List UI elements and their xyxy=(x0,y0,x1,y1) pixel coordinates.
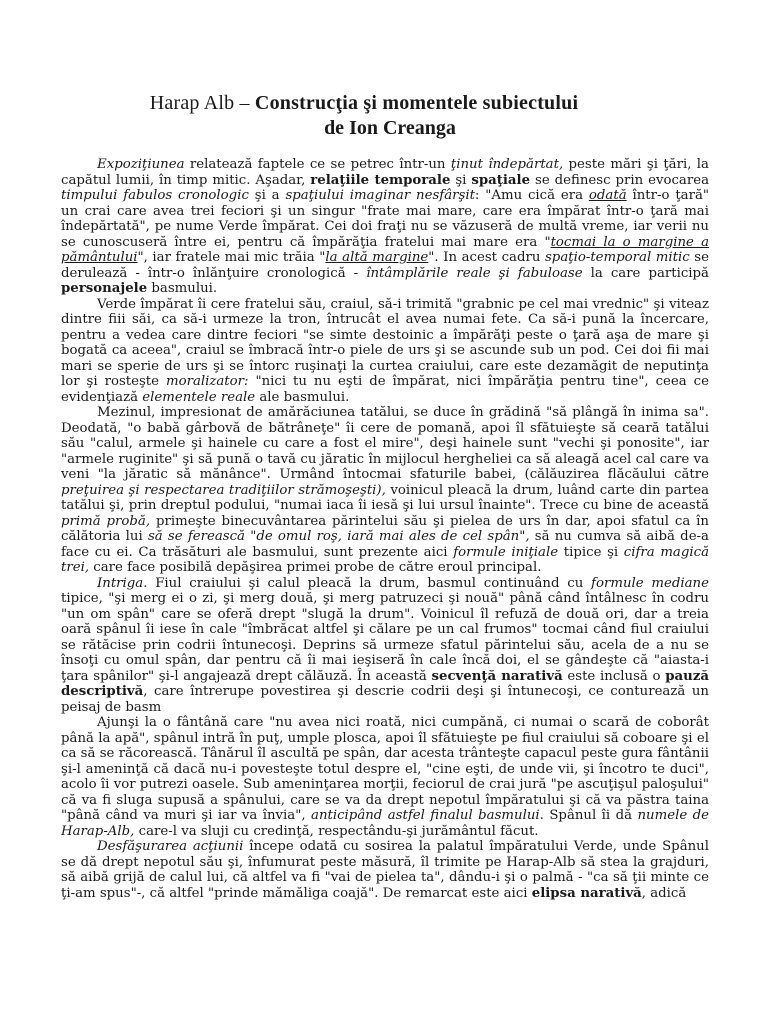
paragraph xyxy=(61,839,709,901)
text-run: este inclusă o xyxy=(562,668,666,684)
paragraph xyxy=(61,405,709,576)
text-run: spaţiale xyxy=(471,172,531,188)
text-run: numele de Harap-Alb, xyxy=(61,808,709,839)
text-run: la altă margine xyxy=(325,250,429,265)
text-run: care face posibilă depăşirea primei probe de către eroul principal. xyxy=(89,560,542,575)
text-run: secvenţă narativă xyxy=(431,668,563,684)
text-run: cifra magică trei, xyxy=(61,544,709,575)
text-run: întâmplările reale şi fabuloase xyxy=(366,265,583,281)
text-run: elementele reale xyxy=(142,389,256,405)
text-run: preţuirea şi respectarea tradiţiilor strămoşeşti), xyxy=(61,482,386,498)
text-run: Desfăşurarea acţiunii xyxy=(97,839,244,854)
document-body xyxy=(61,157,709,901)
text-run: la care participă xyxy=(582,265,709,281)
text-run: se derulează - într-o înlănţuire cronologică - xyxy=(61,250,709,281)
text-run: tipice, "şi merg ei o zi, şi merg două, şi merg patruzeci şi nouă" până când întâlnesc în codru "un om spân" care se oferă drept "slugă la drum". Voinicul îl refuză de două ori, dar a treia oară spânul îi iese în cale "îmbrăcat altfel şi călare pe un cal frumos" tocmai când fiul craiului se rătăcise prin codrii întunecoşi. Deprins să urmeze sfatul părintelui său, acela de a nu se însoţi cu omul spân, dar pentru că îi mai ieşiseră în cale încă doi, el se gândeşte că "aiasta-i ţara spânilor" şi-l angajează drept călăuză. În această xyxy=(61,591,709,684)
text-run: relaţiile temporale xyxy=(310,172,451,188)
text-run: şi xyxy=(450,172,472,188)
text-run: se definesc prin evocarea xyxy=(530,172,709,188)
text-run: începe odată cu sosirea la palatul împăratului Verde, unde Spânul se dă drept nepotul său şi, înfumurat peste măsură, îl trimite pe Harap-Alb să stea la grajduri, să aibă grijă de calul lui, că altfel va fi "vai de pielea ta", dându-i şi o palmă - "ca să ţii minte ce ţi-am spus"-, că altfel "prinde mămăliga coajă". De remarcat este aici xyxy=(61,839,709,901)
text-run: voinicul pleacă la drum, luând carte din partea tatălui şi, prin dreptul podului, "numai iaca îi iesă şi lui ursul înainte". Trece cu bine de această xyxy=(61,482,709,513)
text-run: personajele xyxy=(61,281,148,296)
text-run: într-o ţară" un crai care avea trei feciori şi un singur "frate mai mare, care era împărat într-o ţară mai îndepărtată", pe nume Verde împărat. Cei doi fraţi nu se văzuseră de multă vreme, iar verii nu se cunoscuseră între ei, pentru că împărăţia fratelui mai mare era " xyxy=(61,188,709,250)
title-prefix: Harap Alb – xyxy=(149,92,255,114)
title-author: de Ion Creanga xyxy=(324,117,456,139)
text-run: formule iniţiale xyxy=(453,544,559,560)
text-run: să nu cumva să aibă de-a face cu ei. Ca trăsături ale basmului, sunt prezente aici xyxy=(61,529,709,560)
text-run: Intriga xyxy=(97,575,144,591)
text-run: ", iar fratele mai mic trăia " xyxy=(137,250,326,265)
document-author xyxy=(0,117,768,140)
text-run: spaţio-temporal mitic xyxy=(544,250,690,265)
paragraph xyxy=(61,297,709,406)
text-run: primă probă, xyxy=(61,513,151,529)
text-run: timpului fabulos cronologic xyxy=(61,188,249,203)
text-run: relatează faptele ce se petrec într-un xyxy=(184,157,451,172)
text-run: formule mediane xyxy=(591,575,709,591)
text-run: anticipând astfel finalul basmului xyxy=(311,808,540,823)
text-run: tipice şi xyxy=(558,544,624,560)
text-run: tocmai la o margine a pământului xyxy=(61,234,710,265)
text-run: ". In acest cadru xyxy=(428,250,545,265)
text-run: Ajunşi la o fântână care "nu avea nici roată, nici cumpănă, ci numai o scară de coborât până la apă", spânul intră în puţ, umple plosca, apoi îl sfătuieşte pe fiul craiului să coboare şi el ca să se răcorească. Tânărul îl ascultă pe spân, dar acesta trânteşte capacul peste gura fântânii şi-l ameninţă că dacă nu-i povesteşte totul despre el, "cine eşti, de unde vii, şi încotro te duci", acolo îi vor putrezi oasele. Sub ameninţarea morţii, feciorul de crai jură "pe ascuţişul paloşului" că va fi sluga supusă a spânului, care se va da drept nepotul împăratului şi că va păstra taina "până când va muri şi iar va învia", xyxy=(61,715,709,823)
text-run: pauză descriptivă xyxy=(61,668,709,699)
text-run: : "Amu cică era xyxy=(474,188,589,203)
text-run: ale basmului. xyxy=(255,389,350,405)
title-main: Construcţia şi momentele subiectului xyxy=(254,92,579,114)
paragraph xyxy=(61,715,709,839)
paragraph xyxy=(61,576,709,716)
document-title xyxy=(0,92,768,115)
text-run: . Spânul îi dă xyxy=(539,808,638,823)
text-run: şi a xyxy=(248,188,286,203)
text-run: primeşte binecuvântarea părintelui său şi pielea de urs în dar, apoi sfatul ca în călătoria lui xyxy=(61,513,709,544)
text-run: "nici tu nu eşti de împărat, nici împărăţia pentru tine", ceea ce evidenţiază xyxy=(61,374,709,405)
text-run: , care întrerupe povestirea şi descrie codrii deşi şi întunecoşi, ce conturează un peisaj de basm xyxy=(61,684,709,715)
text-run: spaţiului imaginar nesfârşit xyxy=(285,188,475,203)
paragraph xyxy=(61,157,709,297)
text-run: , adică xyxy=(641,885,687,901)
text-run: Verde împărat îi cere fratelui său, craiul, să-i trimită "grabnic pe cel mai vrednic" şi viteaz dintre fiii săi, ca să-i urmeze la tron, întrucât el avea numai fete. Ca să-i pună la încercare, pentru a vedea care dintre feciori "se simte destoinic a împărăţi peste o ţară aşa de mare şi bogată ca aceea", craiul se îmbracă într-o piele de urs şi se ascunde sub un pod. Cei doi fii mai mari se sperie de urs şi se întorc ruşinaţi la curtea craiului, care este dezamăgit de neputinţa lor şi rosteşte xyxy=(61,296,709,389)
text-run: să se ferească "de omul roş, iară mai ales de cel spân", xyxy=(147,529,530,544)
text-run: . Fiul craiului şi calul pleacă la drum, basmul continuând cu xyxy=(143,575,592,591)
text-run: ţinut îndepărtat, xyxy=(450,157,564,172)
text-run: odată xyxy=(588,188,627,203)
text-run: basmului. xyxy=(147,281,218,296)
text-run: peste mări şi ţări, la capătul lumii, în timp mitic. Aşadar, xyxy=(61,157,709,188)
text-run: Mezinul, impresionat de amărăciunea tatălui, se duce în grădină "să plângă în inima sa". Deodată, "o babă gârbovă de bătrâneţe" îi cere de pomană, apoi îl sfătuieşte să ceară tatălui său "calul, armele şi hainele cu care a fost el mire", deşi hainele sunt "vechi şi ponosite", iar "armele ruginite" şi să pună o tavă cu jăratic în mijlocul herghelieі ca să aleagă acel cal care va veni "la jăratic să mănânce". Urmând întocmai sfaturile babei, (călăuzirea flăcăului către xyxy=(61,405,709,482)
text-run: moralizator: xyxy=(165,374,249,389)
text-run: elipsa narativă xyxy=(531,885,642,901)
text-run: Expoziţiunea xyxy=(97,157,185,172)
text-run: care-l va sluji cu credinţă, respectându-şi jurământul făcut. xyxy=(134,823,539,839)
